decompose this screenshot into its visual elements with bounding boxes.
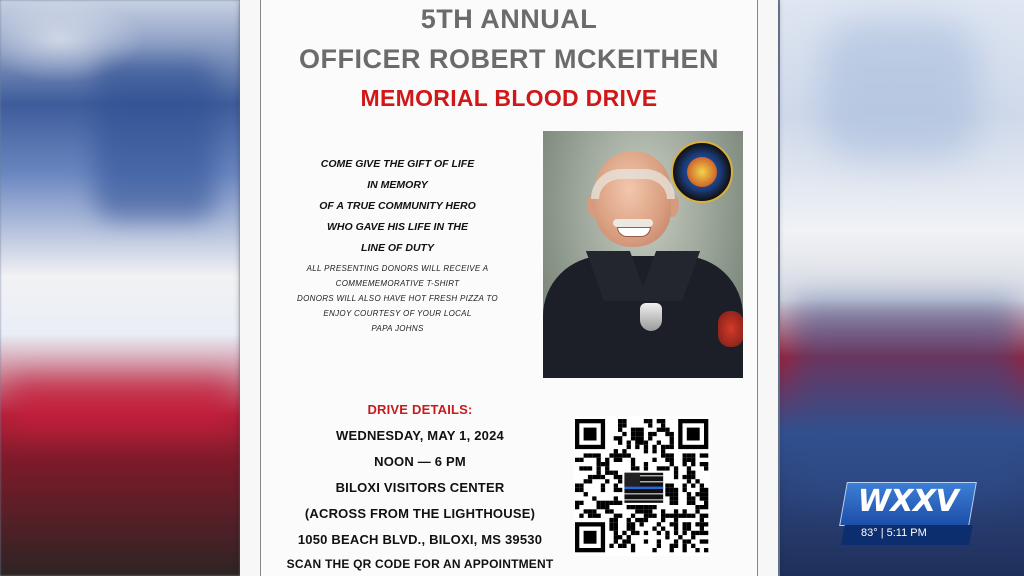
- details-time: NOON — 6 PM: [374, 454, 466, 469]
- note-line: COMMEMEMORATIVE T-SHIRT: [335, 279, 460, 288]
- details-venue: BILOXI VISITORS CENTER: [335, 480, 505, 495]
- poster-title-line1: 5TH ANNUAL: [420, 4, 598, 34]
- info-separator: |: [880, 527, 884, 539]
- poster-title-line2: OFFICER ROBERT MCKEITHEN: [299, 44, 719, 74]
- message-line: LINE OF DUTY: [361, 242, 434, 254]
- blood-drive-poster: [240, 0, 778, 576]
- poster-notes: [270, 261, 525, 336]
- clock-time: 5:11 PM: [886, 527, 927, 539]
- station-logo-text: WXXV: [857, 484, 959, 519]
- appointment-qr-code[interactable]: [574, 416, 710, 556]
- details-address: 1050 BEACH BLVD., BILOXI, MS 39530: [297, 532, 543, 547]
- poster-title-line3: MEMORIAL BLOOD DRIVE: [360, 85, 658, 111]
- qr-code-graphic: [574, 416, 710, 556]
- police-department-seal-icon: [671, 141, 733, 203]
- shoulder-patch-icon: [718, 311, 743, 347]
- station-logo: [843, 482, 971, 546]
- note-line: ENJOY COURTESY OF YOUR LOCAL: [323, 309, 472, 318]
- message-line: WHO GAVE HIS LIFE IN THE: [327, 221, 468, 233]
- details-heading: DRIVE DETAILS:: [367, 402, 473, 417]
- temperature: 83°: [861, 527, 878, 539]
- drive-details: [270, 400, 570, 576]
- station-info: [861, 527, 971, 539]
- poster-message: [270, 154, 525, 259]
- message-line: IN MEMORY: [367, 179, 428, 191]
- officer-portrait: [543, 131, 743, 378]
- details-date: WEDNESDAY, MAY 1, 2024: [336, 428, 504, 443]
- details-venue-note: (ACROSS FROM THE LIGHTHOUSE): [304, 506, 536, 521]
- note-line: DONORS WILL ALSO HAVE HOT FRESH PIZZA TO: [297, 294, 498, 303]
- note-line: ALL PRESENTING DONORS WILL RECEIVE A: [306, 264, 489, 273]
- note-line: PAPA JOHNS: [371, 324, 424, 333]
- message-line: COME GIVE THE GIFT OF LIFE: [320, 158, 475, 170]
- details-cta: SCAN THE QR CODE FOR AN APPOINTMENT: [286, 557, 554, 571]
- police-badge-icon: [640, 303, 662, 331]
- background-left-blur: [0, 0, 240, 576]
- message-line: OF A TRUE COMMUNITY HERO: [319, 200, 476, 212]
